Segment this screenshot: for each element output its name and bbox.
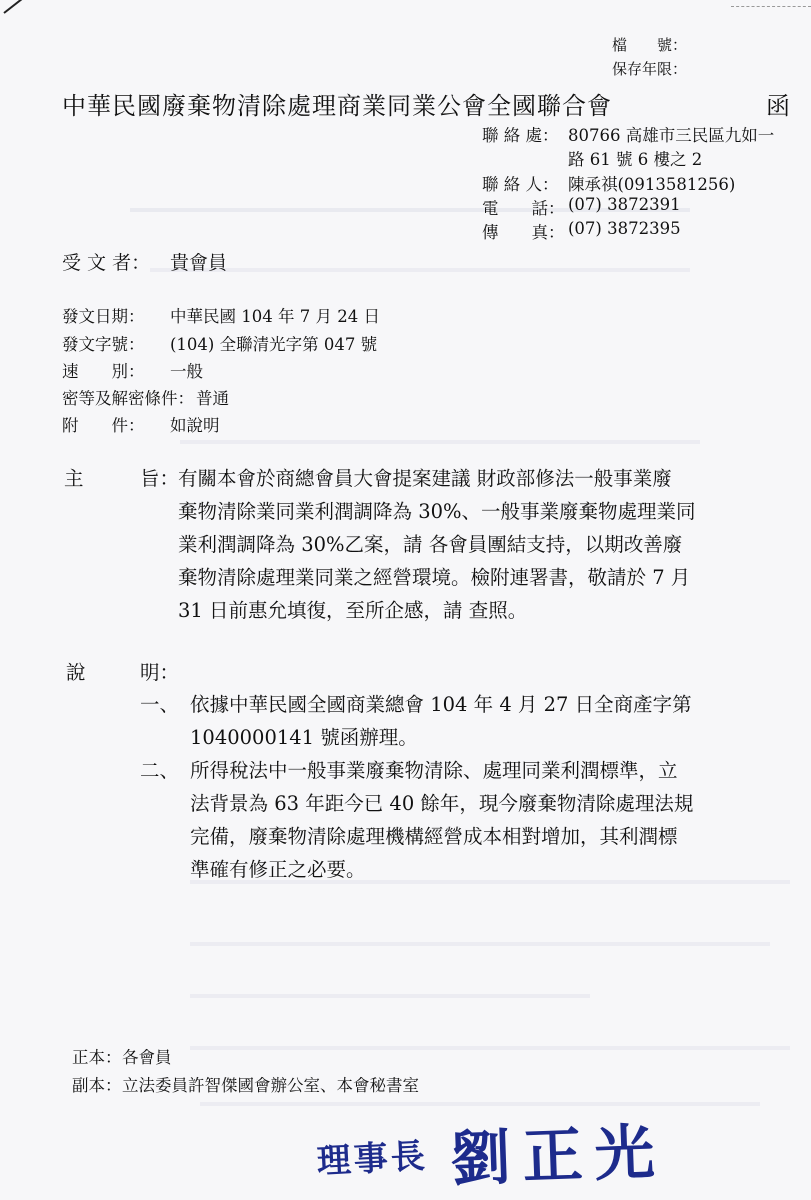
fax-label: 傳 真：: [482, 223, 565, 242]
classification-label: 密等及解密條件：: [62, 389, 194, 408]
organization-title: 中華民國廢棄物清除處理商業同業公會全國聯合會: [62, 92, 612, 120]
show-through-line: [150, 268, 690, 272]
recipient-value: 貴會員: [170, 252, 228, 274]
copy-recipient-label: 副本：: [72, 1076, 122, 1095]
show-through-line: [200, 1102, 760, 1106]
priority-label: 速 別：: [62, 362, 145, 381]
fax-value: (07) 3872395: [568, 219, 681, 238]
subject-line: 業利潤調降為 30%乙案，請 各會員團結支持，以期改善廢: [178, 533, 683, 556]
retention-period-label: 保存年限：: [612, 60, 688, 78]
subject-label-second: 旨：: [140, 467, 180, 490]
corner-pen-mark: [3, 0, 31, 14]
show-through-line: [190, 1046, 790, 1050]
explanation-item-line: 準確有修正之必要。: [190, 858, 366, 881]
document-type: 函: [766, 92, 791, 120]
issue-date-label: 發文日期：: [62, 307, 145, 326]
signature-title: 理事長: [315, 1136, 429, 1183]
file-number-label: 檔 號：: [612, 36, 688, 54]
subject-label-first: 主: [64, 467, 84, 490]
address-line-2: 路 61 號 6 樓之 2: [568, 150, 703, 169]
subject-line: 棄物清除業同業利潤調降為 30%、一般事業廢棄物處理業同: [178, 500, 696, 523]
recipient-label: 受 文 者：: [62, 252, 151, 274]
explanation-label-second: 明：: [140, 661, 180, 684]
explanation-item-line: 1040000141 號函辦理。: [190, 726, 418, 749]
signature-name: 劉正光: [449, 1117, 668, 1196]
explanation-item-line: 法背景為 63 年距今已 40 餘年，現今廢棄物清除處理法規: [190, 792, 694, 815]
document-number-value: (104) 全聯清光字第 047 號: [170, 335, 378, 354]
explanation-item-line: 依據中華民國全國商業總會 104 年 4 月 27 日全商產字第: [190, 693, 692, 716]
phone-value: (07) 3872391: [568, 195, 681, 214]
show-through-line: [180, 440, 700, 444]
address-label: 聯 絡 處：: [482, 126, 559, 145]
subject-line: 有關本會於商總會員大會提案建議 財政部修法一般事業廢: [178, 467, 672, 490]
original-recipient-value: 各會員: [122, 1048, 172, 1067]
phone-label: 電 話：: [482, 199, 565, 218]
contact-person-label: 聯 絡 人：: [482, 175, 559, 194]
explanation-item-line: 所得稅法中一般事業廢棄物清除、處理同業利潤標準，立: [190, 759, 678, 782]
subject-line: 棄物清除處理業同業之經營環境。檢附連署書，敬請於 7 月: [178, 566, 691, 589]
copy-recipient-value: 立法委員許智傑國會辦公室、本會秘書室: [122, 1076, 419, 1095]
original-recipient-label: 正本：: [72, 1048, 122, 1067]
explanation-label-first: 說: [66, 661, 86, 684]
explanation-item-line: 完備，廢棄物清除處理機構經營成本相對增加，其利潤標: [190, 825, 678, 848]
top-edge-strip: [731, 0, 811, 7]
show-through-line: [190, 994, 590, 998]
show-through-line: [190, 942, 770, 946]
subject-line: 31 日前惠允填復，至所企感，請 查照。: [178, 599, 528, 622]
attachment-label: 附 件：: [62, 416, 145, 435]
contact-person-value: 陳承祺(0913581256): [568, 175, 736, 194]
attachment-value: 如說明: [170, 416, 220, 435]
issue-date-value: 中華民國 104 年 7 月 24 日: [170, 307, 380, 326]
document-number-label: 發文字號：: [62, 335, 145, 354]
priority-value: 一般: [170, 362, 203, 381]
classification-value: 普通: [196, 389, 229, 408]
explanation-item-number: 一、: [140, 693, 180, 716]
explanation-item-number: 二、: [140, 759, 180, 782]
address-line-1: 80766 高雄市三民區九如一: [568, 126, 775, 145]
